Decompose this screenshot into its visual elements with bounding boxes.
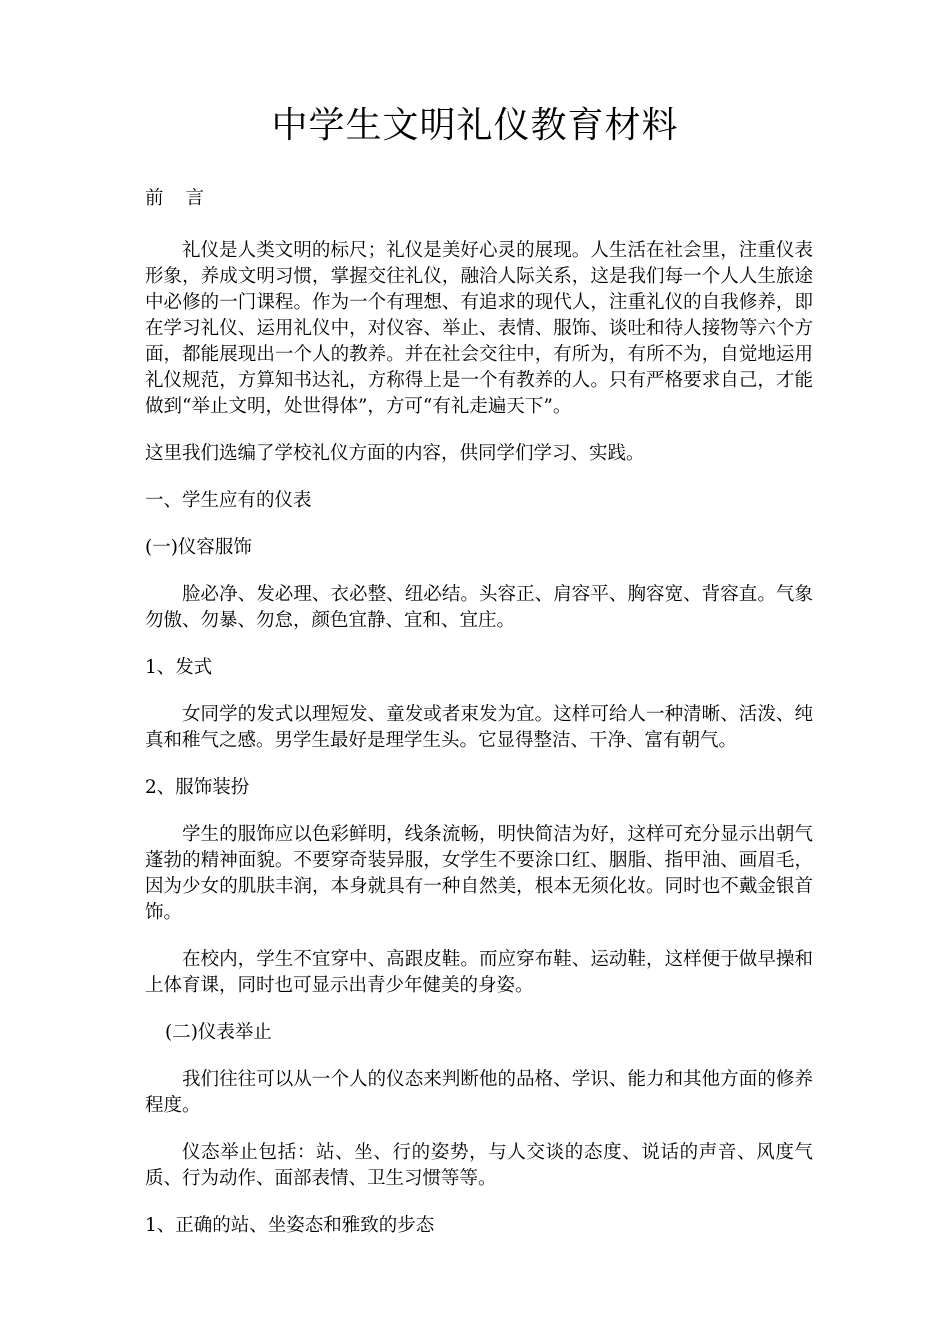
item-1-paragraph: 女同学的发式以理短发、童发或者束发为宜。这样可给人一种清晰、活泼、纯真和稚气之感。男学生最好是理学生头。它显得整洁、干净、富有朝气。 — [145, 704, 813, 751]
preface-heading-char-2: 言 — [185, 188, 205, 209]
document-title: 中学生文明礼仪教育材料 — [271, 105, 679, 146]
preface-heading-char-1: 前 — [145, 188, 164, 209]
subsection-2-heading: (二)仪表举止 — [165, 1022, 272, 1043]
intro-line: 这里我们选编了学校礼仪方面的内容，供同学们学习、实践。 — [145, 443, 645, 464]
section-1-heading: 一、学生应有的仪表 — [145, 490, 312, 511]
item-2-paragraph-1: 学生的服饰应以色彩鲜明，线条流畅，明快简洁为好，这样可充分显示出朝气蓬勃的精神面貌。不要穿奇装异服，女学生不要涂口红、胭脂、指甲油、画眉毛，因为少女的肌肤丰润，本身就具有一种自然美，根本无须化妆。同时也不戴金银首饰。 — [145, 824, 813, 923]
subsection-2-item-1-heading: 1、正确的站、坐姿态和雅致的步态 — [145, 1215, 435, 1236]
preface-paragraph: 礼仪是人类文明的标尺；礼仪是美好心灵的展现。人生活在社会里，注重仪表形象，养成文明习惯，掌握交往礼仪，融洽人际关系，这是我们每一个人人生旅途中必修的一门课程。作为一个有理想、有追求的现代人，注重礼仪的自我修养，即在学习礼仪、运用礼仪中，对仪容、举止、表情、服饰、谈吐和待人接物等六个方面，都能展现出一个人的教养。并在社会交往中，有所为，有所不为，自觉地运用礼仪规范，方算知书达礼，方称得上是一个有教养的人。只有严格要求自己，才能做到“举止文明，处世得体”，方可“有礼走遍天下”。 — [145, 240, 813, 417]
subsection-2-paragraph-2: 仪态举止包括：站、坐、行的姿势，与人交谈的态度、说话的声音、风度气质、行为动作、面部表情、卫生习惯等等。 — [145, 1142, 813, 1189]
preface-heading — [145, 186, 813, 212]
document-body — [145, 186, 813, 1239]
subsection-1-paragraph: 脸必净、发必理、衣必整、纽必结。头容正、肩容平、胸容宽、背容直。气象勿傲、勿暴、勿怠，颜色宜静、宜和、宜庄。 — [145, 584, 813, 631]
item-1-heading: 1、发式 — [145, 657, 213, 678]
subsection-1-heading: (一)仪容服饰 — [145, 537, 252, 558]
subsection-2-paragraph-1: 我们往往可以从一个人的仪态来判断他的品格、学识、能力和其他方面的修养程度。 — [145, 1069, 813, 1116]
item-2-heading: 2、服饰装扮 — [145, 777, 250, 798]
item-2-paragraph-2: 在校内，学生不宜穿中、高跟皮鞋。而应穿布鞋、运动鞋，这样便于做早操和上体育课，同时也可显示出青少年健美的身姿。 — [145, 949, 813, 996]
